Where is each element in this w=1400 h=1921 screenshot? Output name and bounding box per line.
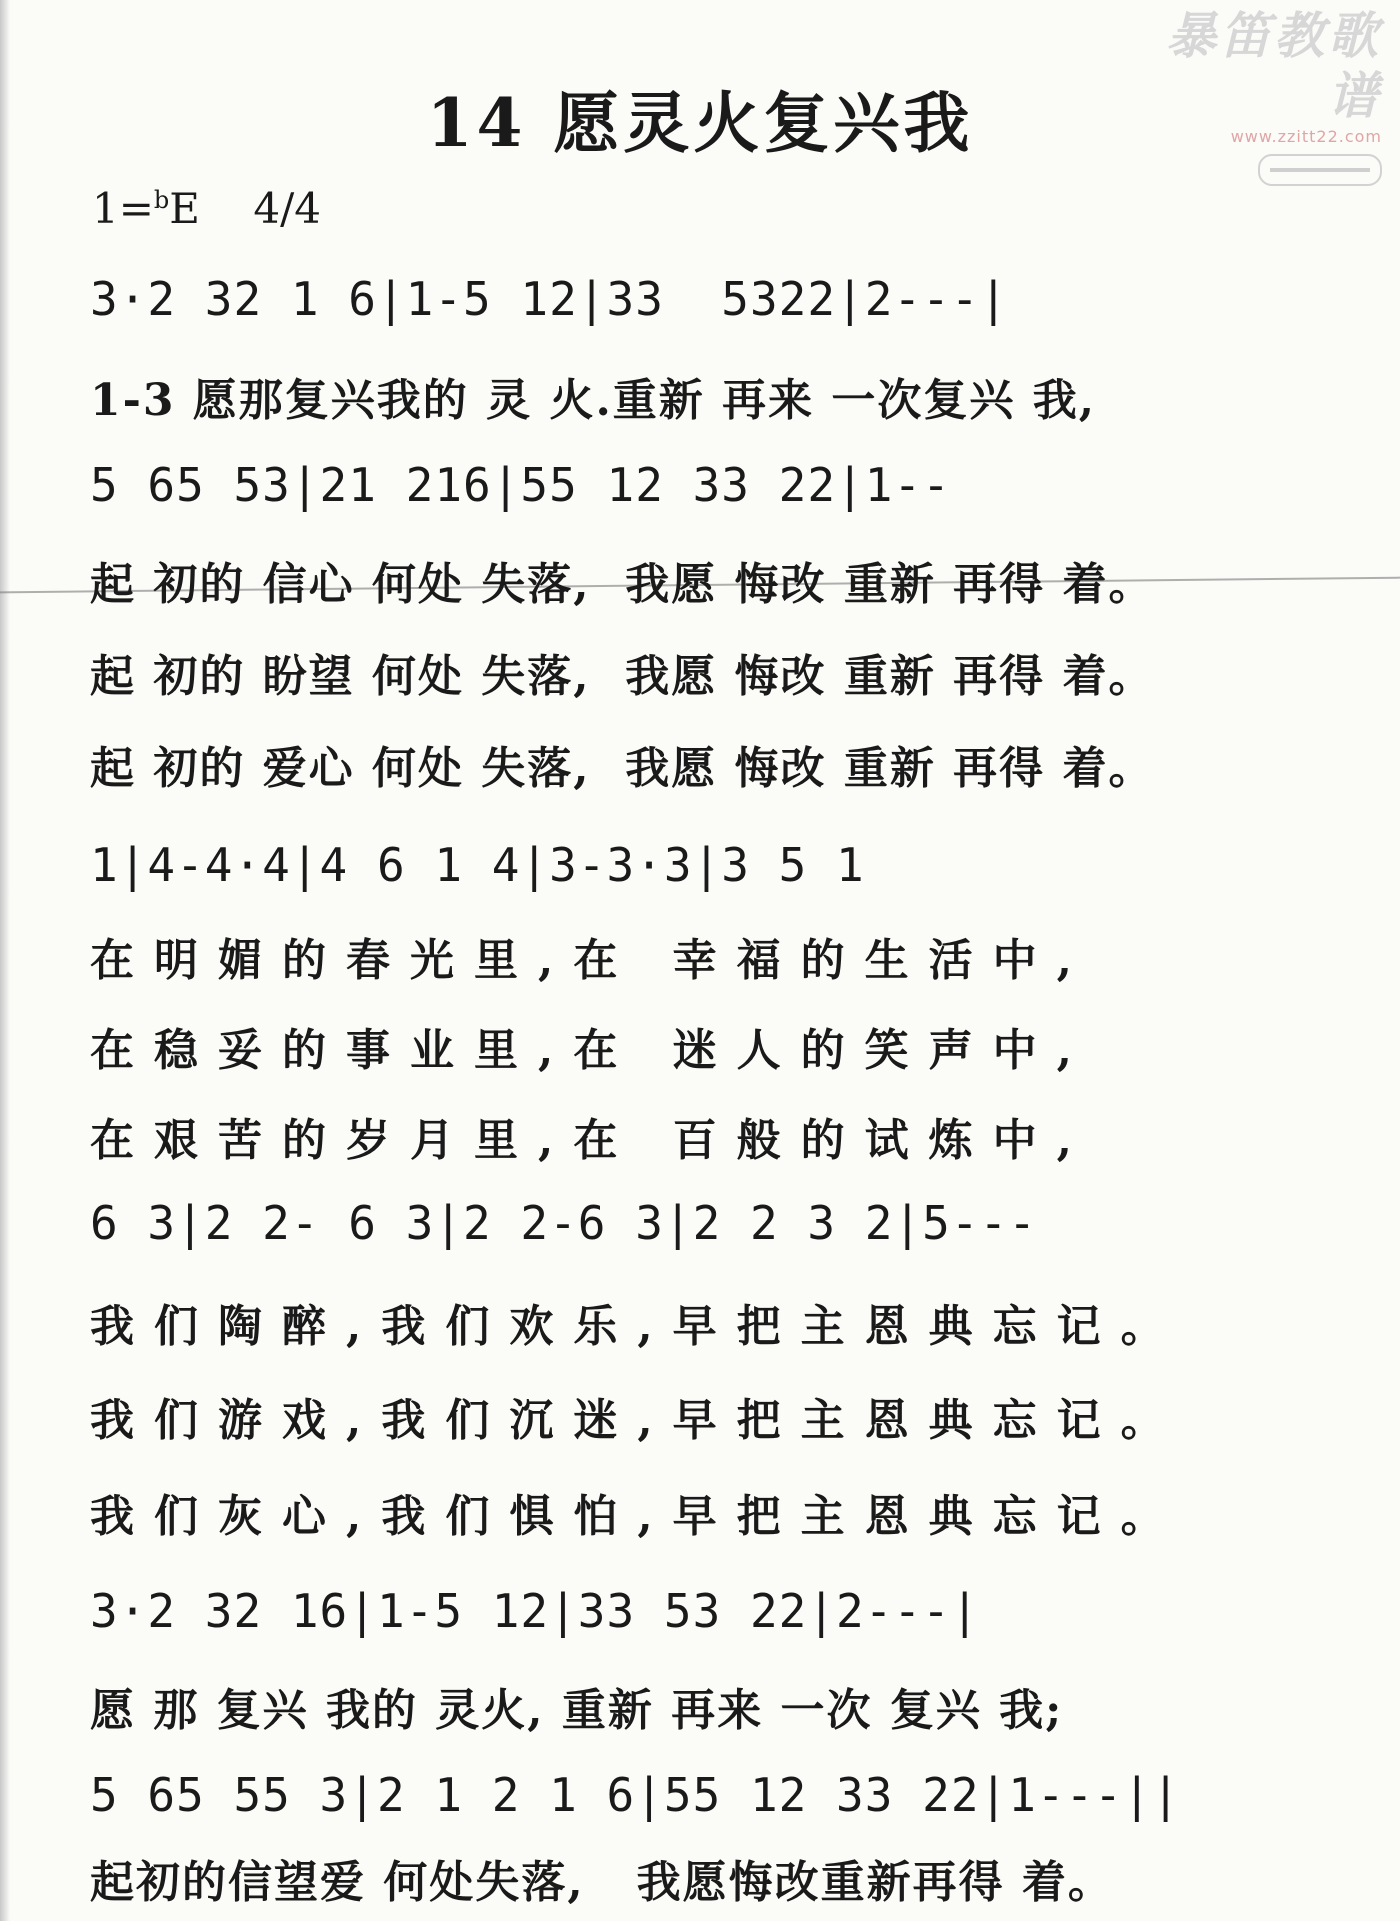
notes-line-5: 3·2 32 16|1-5 12|33 53 22|2---|	[90, 1584, 980, 1638]
lyric-line-1: 1-3 愿那复兴我的 灵 火.重新 再来 一次复兴 我,	[90, 375, 1097, 426]
lyric-line-4a: 我们陶醉,我们欢乐,早把主恩典忘记。	[90, 1301, 1185, 1352]
notes-line-4: 6 3|2 2- 6 3|2 2-6 3|2 2 3 2|5---	[90, 1196, 1037, 1250]
notes-line-6: 5 65 55 3|2 1 2 1 6|55 12 33 22|1---||	[90, 1768, 1181, 1822]
scan-edge-shadow	[0, 0, 10, 1921]
time-signature: 4/4	[253, 184, 321, 233]
lyric-line-3c: 在艰苦的岁月里,在 百般的试炼中,	[90, 1115, 1092, 1166]
lyric-line-2a: 起 初的 信心 何处 失落, 我愿 悔改 重新 再得 着。	[90, 559, 1155, 610]
notes-line-2: 5 65 53|21 216|55 12 33 22|1--	[90, 458, 951, 512]
lyric-line-2b: 起 初的 盼望 何处 失落, 我愿 悔改 重新 再得 着。	[90, 651, 1155, 702]
key-prefix: 1=	[92, 184, 154, 233]
notes-line-3: 1|4-4·4|4 6 1 4|3-3·3|3 5 1	[90, 838, 865, 892]
notes-line-1: 3·2 32 1 6|1-5 12|33 5322|2---|	[90, 272, 1009, 326]
watermark-site-name: 暴笛教歌谱	[1166, 6, 1382, 125]
lyric-line-4c: 我们灰心,我们惧怕,早把主恩典忘记。	[90, 1491, 1185, 1542]
key-note: E	[169, 184, 200, 233]
lyric-line-3a: 在明媚的春光里,在 幸福的生活中,	[90, 935, 1092, 986]
song-title: 14 愿灵火复兴我	[426, 84, 974, 162]
lyric-line-3b: 在稳妥的事业里,在 迷人的笑声中,	[90, 1025, 1092, 1076]
watermark-url: www.zzitt22.com	[1230, 127, 1382, 146]
lyric-line-4b: 我们游戏,我们沉迷,早把主恩典忘记。	[90, 1395, 1185, 1446]
key-signature	[92, 184, 321, 233]
lyric-line-2c: 起 初的 爱心 何处 失落, 我愿 悔改 重新 再得 着。	[90, 743, 1155, 794]
key-flat: b	[153, 186, 170, 214]
lyric-line-5: 愿 那 复兴 我的 灵火, 重新 再来 一次 复兴 我;	[90, 1685, 1064, 1736]
lyric-line-6: 起初的信望爱 何处失落, 我愿悔改重新再得 着。	[90, 1857, 1114, 1908]
